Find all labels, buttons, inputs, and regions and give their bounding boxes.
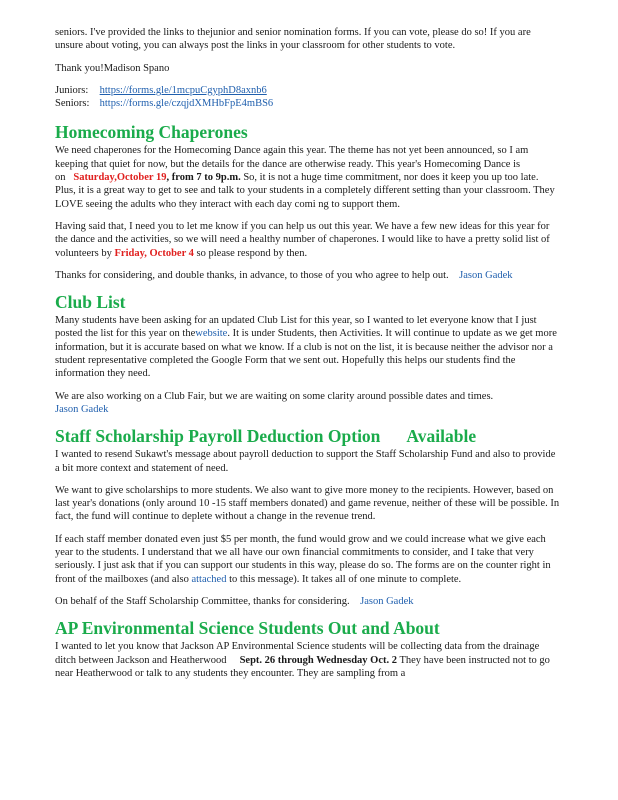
homecoming-heading: Homecoming Chaperones — [55, 122, 248, 143]
scholarship-heading-tail: Available — [406, 426, 477, 447]
club-list-heading: Club List — [55, 292, 126, 313]
scholarship-paragraph-2: We want to give scholarships to more students. We also want to give more money to the recipients. However, based on last year's donations (only around 10 -15 staff members donated) and game revenue, neither of these will be possible. In fact, the fund will continue to deplete without a change in the revenue trend. — [55, 484, 560, 523]
scholarship-signer-link[interactable]: Jason Gadek — [360, 595, 414, 607]
scholarship-heading-text: Staff Scholarship Payroll Deduction Option — [55, 426, 381, 447]
newsletter-content — [55, 26, 560, 680]
scholarship-thanks-text: On behalf of the Staff Scholarship Committee, thanks for considering. — [55, 595, 350, 607]
seniors-label: Seniors: — [55, 98, 90, 110]
homecoming-paragraph-1 — [55, 144, 560, 210]
homecoming-time: , from 7 to 9p.m. — [166, 172, 241, 184]
juniors-label: Juniors: — [55, 84, 89, 96]
seniors-row — [55, 97, 560, 110]
juniors-row — [55, 84, 560, 97]
homecoming-paragraph-3 — [55, 269, 560, 282]
website-link[interactable]: website — [195, 328, 228, 340]
apes-text-a: I wanted to let you know that Jackson AP Environmental Science students will be collecting data from the drainage ditch between Jackson and Heatherwood — [55, 641, 540, 666]
scholarship-heading — [55, 426, 560, 446]
scholarship-text-b: to this message). It takes all of one minute to complete. — [229, 573, 462, 585]
club-list-signer-link[interactable]: Jason Gadek — [55, 403, 109, 415]
attached-link[interactable]: attached — [191, 573, 227, 585]
thanks-line: Thank you!Madison Spano — [55, 62, 170, 74]
nomination-text: seniors. I've provided the links to thejunior and senior nomination forms. If you can vote, please do so! If you are unsure about voting, you can always post the links in your classroom for other students to vote. — [55, 27, 531, 52]
club-list-text-a: Many students have been asking for an updated Club List for this year, so I wanted to let everyone know that I just posted the list for this year on the — [55, 315, 537, 340]
nomination-paragraph — [55, 26, 560, 53]
scholarship-paragraph-4 — [55, 595, 560, 608]
homecoming-text-d: so please respond by then. — [196, 247, 308, 259]
homecoming-text-b: So, it is not a huge time commitment, nor does it keep you up too late. Plus, it is a great way to get to see and talk to your students in a completely different setting than your classroom. They LOVE seeing the adults who they interact with each day comi ng to support them. — [55, 172, 555, 210]
apes-dates: Sept. 26 through Wednesday Oct. 2 — [239, 654, 398, 666]
homecoming-date: Saturday,October 19 — [73, 172, 167, 184]
scholarship-text-a: If each staff member donated even just $5 per month, the fund would grow and we could increase what we give each year to the students. I understand that we all have our own financial commitments to consider, and I take that very seriously. I just ask that if you can support our students in this way, please do so. The forms are on the counter right in front of the mailboxes (and also — [55, 533, 551, 585]
homecoming-text-a: We need chaperones for the Homecoming Dance again this year. The theme has not yet been announced, so I am keeping that quiet for now, but the details for the dance are otherwise ready. This year's Homecoming Dance is on — [55, 145, 529, 184]
homecoming-paragraph-2 — [55, 220, 560, 260]
volunteer-deadline: Friday, October 4 — [114, 247, 194, 259]
nomination-links — [55, 84, 560, 111]
homecoming-signer-link[interactable]: Jason Gadek — [459, 269, 513, 281]
club-list-paragraph-1 — [55, 314, 560, 380]
club-fair-text: We are also working on a Club Fair, but we are waiting on some clarity around possible dates and times. — [55, 390, 494, 402]
seniors-form-link[interactable]: https://forms.gle/czqjdXMHbFpE4mBS6 — [99, 98, 274, 110]
apes-paragraph-1 — [55, 640, 560, 680]
apes-text-b: They have been instructed not to go near Heatherwood or talk to any students they encounter. They are sampling from a — [55, 654, 550, 679]
apes-heading: AP Environmental Science Students Out and About — [55, 618, 440, 639]
homecoming-text-c: Having said that, I need you to let me know if you can help us out this year. We have a few new ideas for this year for the dance and the activities, so we will need a healthy number of chaperones. I would like to have a pretty solid list of volunteers by — [55, 220, 550, 259]
juniors-form-link[interactable]: https://forms.gle/1mcpuCgyphD8axnb6 — [99, 84, 267, 96]
homecoming-thanks-text: Thanks for considering, and double thanks, in advance, to those of you who agree to help out. — [55, 269, 449, 281]
club-list-text-b: . It is under Students, then Activities. It will continue to update as we get more information, but it is accurate based on what we know. If a club is not on the list, it is because neither the advisor nor a student representative completed the Google Form that we sent out. Hopefully this helps our students find the information they need. — [55, 328, 557, 380]
club-list-paragraph-2 — [55, 390, 560, 417]
scholarship-paragraph-3 — [55, 533, 560, 586]
scholarship-paragraph-1: I wanted to resend Sukawt's message about payroll deduction to support the Staff Scholarship Fund and also to provide a bit more context and statement of need. — [55, 449, 556, 474]
